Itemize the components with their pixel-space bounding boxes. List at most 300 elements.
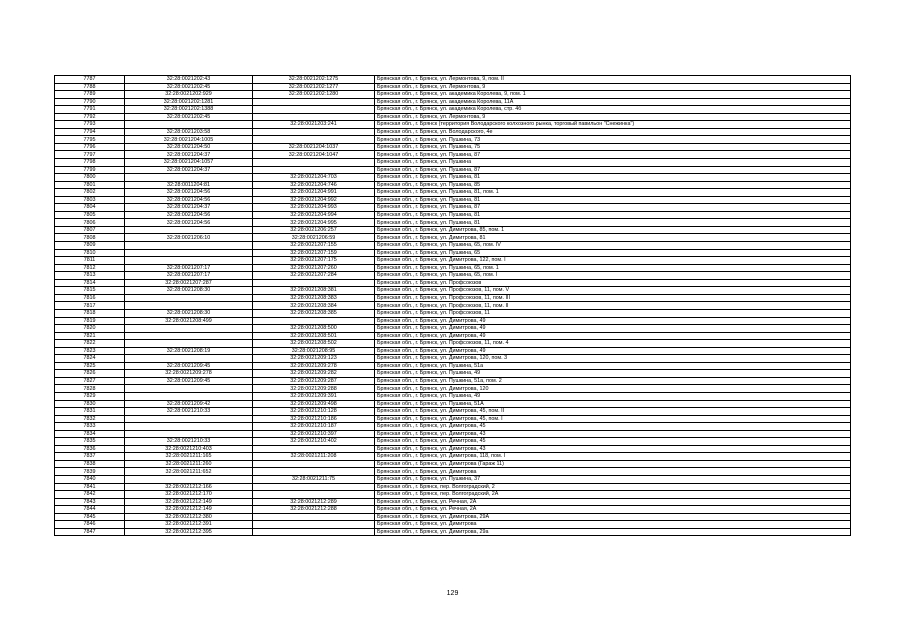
cadastral-number-cell: 32:28:0021209:278 <box>125 370 253 378</box>
cadastral-number-cell: 32:28:0021204:1057 <box>125 159 253 167</box>
cadastral-number-cell <box>125 121 253 129</box>
object-cadastral-number-cell <box>253 279 375 287</box>
address-cell: Брянская обл., г. Брянск, ул. Пушкина, 49 <box>375 392 851 400</box>
address-cell: Брянская обл., г. Брянск, ул. Пушкина, 65, пом. I <box>375 272 851 280</box>
row-number-cell: 7789 <box>55 91 125 99</box>
object-cadastral-number-cell: 32:28:0021210:402 <box>253 438 375 446</box>
cadastral-number-cell <box>125 257 253 265</box>
object-cadastral-number-cell: 32:28:0021212:289 <box>253 498 375 506</box>
address-cell: Брянская обл., г. Брянск, ул. Пушкина, 81, пом. 1 <box>375 189 851 197</box>
table-row <box>55 483 851 491</box>
cadastral-number-cell: 32:28:0021208:499 <box>125 317 253 325</box>
object-cadastral-number-cell: 32:28:0021210:187 <box>253 423 375 431</box>
table-row <box>55 143 851 151</box>
object-cadastral-number-cell: 32:28:0021208:500 <box>253 325 375 333</box>
cadastral-number-cell: 32:28:0021209:42 <box>125 400 253 408</box>
cadastral-number-cell: 32:28:0021212:149 <box>125 498 253 506</box>
cadastral-number-cell: 32:28:0021202:45 <box>125 83 253 91</box>
row-number-cell: 7800 <box>55 174 125 182</box>
address-cell: Брянская обл., г. Брянск, ул. Пушкина, 81 <box>375 211 851 219</box>
table-row <box>55 242 851 250</box>
cadastral-number-cell <box>125 385 253 393</box>
table-row <box>55 340 851 348</box>
address-cell: Брянская обл., г. Брянск, ул. Димитрова, 120 <box>375 385 851 393</box>
object-cadastral-number-cell: 32:28:0021204:991 <box>253 189 375 197</box>
table-row <box>55 362 851 370</box>
row-number-cell: 7824 <box>55 355 125 363</box>
row-number-cell: 7832 <box>55 415 125 423</box>
cadastral-number-cell <box>125 174 253 182</box>
cadastral-number-cell: 32:28:0021212:166 <box>125 483 253 491</box>
row-number-cell: 7791 <box>55 106 125 114</box>
address-cell: Брянская обл., г. Брянск, ул. Речная, 2А <box>375 498 851 506</box>
cadastral-number-cell <box>125 355 253 363</box>
cadastral-number-cell: 32:28:0021212:391 <box>125 521 253 529</box>
object-cadastral-number-cell <box>253 159 375 167</box>
row-number-cell: 7842 <box>55 491 125 499</box>
table-row <box>55 385 851 393</box>
address-cell: Брянская обл., г. Брянск, ул. Пушкина, 81 <box>375 196 851 204</box>
cadastral-number-cell <box>125 242 253 250</box>
address-cell: Брянская обл., г. Брянск, ул. Лермонтова, 9 <box>375 83 851 91</box>
address-cell: Брянская обл., г. Брянск, ул. Лермонтова, 9 <box>375 113 851 121</box>
object-cadastral-number-cell: 32:28:0021206:257 <box>253 226 375 234</box>
table-row <box>55 91 851 99</box>
object-cadastral-number-cell: 32:28:0021208:384 <box>253 302 375 310</box>
table-row <box>55 174 851 182</box>
object-cadastral-number-cell: 32:28:0021209:123 <box>253 355 375 363</box>
cadastral-number-cell: 32:28:0021212:380 <box>125 513 253 521</box>
cadastral-number-cell <box>125 430 253 438</box>
object-cadastral-number-cell: 32:28:0021202:1280 <box>253 91 375 99</box>
cadastral-number-cell <box>125 249 253 257</box>
row-number-cell: 7815 <box>55 287 125 295</box>
table-row <box>55 159 851 167</box>
object-cadastral-number-cell: 32:28:0021207:175 <box>253 257 375 265</box>
table-row <box>55 106 851 114</box>
object-cadastral-number-cell: 32:28:0021209:288 <box>253 385 375 393</box>
table-row <box>55 400 851 408</box>
table-row <box>55 408 851 416</box>
object-cadastral-number-cell <box>253 521 375 529</box>
cadastral-number-cell: 32:28:0021208:19 <box>125 347 253 355</box>
cadastral-number-cell: 32:28:0021209:45 <box>125 362 253 370</box>
address-cell: Брянская обл., г. Брянск, ул. Димитрова, 49 <box>375 325 851 333</box>
address-cell: Брянская обл., г. Брянск, ул. Лермонтова, 9, пом. II <box>375 76 851 84</box>
table-row <box>55 83 851 91</box>
object-cadastral-number-cell <box>253 445 375 453</box>
object-cadastral-number-cell: 32:28:0021210:186 <box>253 415 375 423</box>
address-cell: Брянская обл., г. Брянск, ул. Профсоюзов, 11, пом. 4 <box>375 340 851 348</box>
cadastral-number-cell <box>125 226 253 234</box>
address-cell: Брянская обл., г. Брянск, ул. Димитрова, 29а <box>375 528 851 536</box>
row-number-cell: 7820 <box>55 325 125 333</box>
property-register-table <box>54 75 851 536</box>
cadastral-number-cell: 32:28:0021204:50 <box>125 143 253 151</box>
object-cadastral-number-cell: 32:28:0021210:397 <box>253 430 375 438</box>
table-row <box>55 151 851 159</box>
row-number-cell: 7788 <box>55 83 125 91</box>
object-cadastral-number-cell <box>253 98 375 106</box>
table-body <box>55 76 851 536</box>
cadastral-number-cell: 32:28:0021204:56 <box>125 196 253 204</box>
address-cell: Брянская обл., г. Брянск, ул. академика Королева, 9, пом. 1 <box>375 91 851 99</box>
row-number-cell: 7798 <box>55 159 125 167</box>
address-cell: Брянская обл., г. Брянск, ул. Профсоюзов <box>375 279 851 287</box>
row-number-cell: 7814 <box>55 279 125 287</box>
address-cell: Брянская обл., г. Брянск, ул. Пушкина, 85 <box>375 181 851 189</box>
table-row <box>55 264 851 272</box>
row-number-cell: 7806 <box>55 219 125 227</box>
row-number-cell: 7794 <box>55 128 125 136</box>
table-row <box>55 528 851 536</box>
table-row <box>55 377 851 385</box>
row-number-cell: 7847 <box>55 528 125 536</box>
object-cadastral-number-cell: 32:28:0021211:75 <box>253 475 375 483</box>
address-cell: Брянская обл., г. Брянск, ул. Пушкина, 81 <box>375 219 851 227</box>
object-cadastral-number-cell <box>253 106 375 114</box>
object-cadastral-number-cell: 32:28:0021204:1047 <box>253 151 375 159</box>
cadastral-number-cell: 32:28:0021210:33 <box>125 408 253 416</box>
table-row <box>55 257 851 265</box>
address-cell: Брянская обл., г. Брянск, ул. Пушкина, 49 <box>375 370 851 378</box>
row-number-cell: 7802 <box>55 189 125 197</box>
table-row <box>55 430 851 438</box>
row-number-cell: 7822 <box>55 340 125 348</box>
table-row <box>55 370 851 378</box>
object-cadastral-number-cell <box>253 113 375 121</box>
address-cell: Брянская обл., г. Брянск, ул. Пушкина, 51А <box>375 400 851 408</box>
cadastral-number-cell: 32:28:0021204:37 <box>125 204 253 212</box>
row-number-cell: 7843 <box>55 498 125 506</box>
table-row <box>55 347 851 355</box>
table-row <box>55 136 851 144</box>
cadastral-number-cell: 32:28:0021207:17 <box>125 264 253 272</box>
address-cell: Брянская обл., г. Брянск, ул. Димитрова, 45 <box>375 423 851 431</box>
row-number-cell: 7813 <box>55 272 125 280</box>
address-cell: Брянская обл., г. Брянск, ул. Профсоюзов, 11, пом. II <box>375 302 851 310</box>
row-number-cell: 7841 <box>55 483 125 491</box>
row-number-cell: 7840 <box>55 475 125 483</box>
row-number-cell: 7839 <box>55 468 125 476</box>
address-cell: Брянская обл., г. Брянск, ул. Пушкина, 73 <box>375 136 851 144</box>
row-number-cell: 7796 <box>55 143 125 151</box>
row-number-cell: 7828 <box>55 385 125 393</box>
table-row <box>55 460 851 468</box>
address-cell: Брянская обл., г. Брянск, ул. Пушкина, 87 <box>375 204 851 212</box>
address-cell: Брянская обл., г. Брянск, ул. Пушкина <box>375 159 851 167</box>
address-cell: Брянская обл., г. Брянск, ул. Димитрова (Гараж 11) <box>375 460 851 468</box>
row-number-cell: 7808 <box>55 234 125 242</box>
table-row <box>55 121 851 129</box>
cadastral-number-cell: 32:28:0021202:1281 <box>125 98 253 106</box>
object-cadastral-number-cell: 32:28:0021208:501 <box>253 332 375 340</box>
cadastral-number-cell: 32:28:0021204:56 <box>125 211 253 219</box>
table-row <box>55 113 851 121</box>
row-number-cell: 7817 <box>55 302 125 310</box>
object-cadastral-number-cell: 32:28:0021212:288 <box>253 506 375 514</box>
cadastral-number-cell <box>125 415 253 423</box>
row-number-cell: 7836 <box>55 445 125 453</box>
object-cadastral-number-cell: 32:28:0021209:282 <box>253 370 375 378</box>
address-cell: Брянская обл., г. Брянск, ул. Профсоюзов, 11, пом. III <box>375 294 851 302</box>
row-number-cell: 7844 <box>55 506 125 514</box>
row-number-cell: 7792 <box>55 113 125 121</box>
object-cadastral-number-cell <box>253 483 375 491</box>
cadastral-number-cell: 32:28:0021204:56 <box>125 219 253 227</box>
object-cadastral-number-cell: 32:28:0021207:260 <box>253 264 375 272</box>
address-cell: Брянская обл., г. Брянск (территория Володарского колхозного рынка, торговый павильон "Снежинка") <box>375 121 851 129</box>
table-row <box>55 272 851 280</box>
address-cell: Брянская обл., г. Брянск, ул. Димитрова, 43 <box>375 430 851 438</box>
table-row <box>55 128 851 136</box>
table-row <box>55 438 851 446</box>
row-number-cell: 7807 <box>55 226 125 234</box>
cadastral-number-cell: 32:28:0021202:929 <box>125 91 253 99</box>
table-row <box>55 317 851 325</box>
row-number-cell: 7810 <box>55 249 125 257</box>
row-number-cell: 7804 <box>55 204 125 212</box>
address-cell: Брянская обл., г. Брянск, ул. Димитрова, 49 <box>375 317 851 325</box>
table-row <box>55 181 851 189</box>
row-number-cell: 7799 <box>55 166 125 174</box>
row-number-cell: 7805 <box>55 211 125 219</box>
table-row <box>55 506 851 514</box>
object-cadastral-number-cell: 32:28:0021202:1277 <box>253 83 375 91</box>
address-cell: Брянская обл., г. Брянск, ул. Пушкина, 87 <box>375 151 851 159</box>
cadastral-number-cell: 32:28:0021206:10 <box>125 234 253 242</box>
row-number-cell: 7797 <box>55 151 125 159</box>
table-row <box>55 392 851 400</box>
cadastral-number-cell: 32:28:0021202:43 <box>125 76 253 84</box>
object-cadastral-number-cell: 32:28:0021209:287 <box>253 377 375 385</box>
address-cell: Брянская обл., г. Брянск, ул. Пушкина, 51а <box>375 362 851 370</box>
address-cell: Брянская обл., г. Брянск, ул. Пушкина, 65, пом. 1 <box>375 264 851 272</box>
table-row <box>55 491 851 499</box>
cadastral-number-cell: 32:28:0021212:170 <box>125 491 253 499</box>
cadastral-number-cell: 32:28:0021211:260 <box>125 460 253 468</box>
table-row <box>55 309 851 317</box>
cadastral-number-cell <box>125 423 253 431</box>
address-cell: Брянская обл., г. Брянск, ул. Димитрова, 49 <box>375 332 851 340</box>
cadastral-number-cell: 32:28:0021209:45 <box>125 377 253 385</box>
object-cadastral-number-cell: 32:28:0021209:278 <box>253 362 375 370</box>
row-number-cell: 7829 <box>55 392 125 400</box>
row-number-cell: 7821 <box>55 332 125 340</box>
table-row <box>55 468 851 476</box>
table-row <box>55 513 851 521</box>
object-cadastral-number-cell: 32:28:0021204:1037 <box>253 143 375 151</box>
table-row <box>55 423 851 431</box>
object-cadastral-number-cell <box>253 136 375 144</box>
object-cadastral-number-cell <box>253 468 375 476</box>
address-cell: Брянская обл., г. Брянск, ул. Димитрова, 45, пом. I <box>375 415 851 423</box>
row-number-cell: 7826 <box>55 370 125 378</box>
row-number-cell: 7787 <box>55 76 125 84</box>
object-cadastral-number-cell <box>253 528 375 536</box>
cadastral-number-cell: 32:28:0021204:56 <box>125 189 253 197</box>
cadastral-number-cell: 32:28:0021210:403 <box>125 445 253 453</box>
address-cell: Брянская обл., г. Брянск, ул. Пушкина, 81 <box>375 174 851 182</box>
object-cadastral-number-cell: 32:28:0021208:383 <box>253 294 375 302</box>
object-cadastral-number-cell: 32:28:0021204:703 <box>253 174 375 182</box>
row-number-cell: 7830 <box>55 400 125 408</box>
table-row <box>55 219 851 227</box>
table-row <box>55 211 851 219</box>
object-cadastral-number-cell: 32:28:0021208:95 <box>253 347 375 355</box>
address-cell: Брянская обл., г. Брянск, ул. Пушкина, 37 <box>375 475 851 483</box>
object-cadastral-number-cell <box>253 513 375 521</box>
address-cell: Брянская обл., г. Брянск, ул. Пушкина, 65 <box>375 249 851 257</box>
object-cadastral-number-cell: 32:28:0021210:128 <box>253 408 375 416</box>
address-cell: Брянская обл., г. Брянск, ул. Димитрова, 122, пом. I <box>375 257 851 265</box>
object-cadastral-number-cell <box>253 460 375 468</box>
object-cadastral-number-cell: 32:28:0021208:502 <box>253 340 375 348</box>
cadastral-number-cell: 32:28:0021210:33 <box>125 438 253 446</box>
cadastral-number-cell <box>125 392 253 400</box>
address-cell: Брянская обл., г. Брянск, ул. Димитрова, 120, пом. 3 <box>375 355 851 363</box>
address-cell: Брянская обл., г. Брянск, ул. Димитрова, 29А <box>375 513 851 521</box>
table-row <box>55 98 851 106</box>
table-row <box>55 76 851 84</box>
address-cell: Брянская обл., г. Брянск, ул. Димитрова, 118, пом. I <box>375 453 851 461</box>
cadastral-number-cell: 32:28:0021212:149 <box>125 506 253 514</box>
address-cell: Брянская обл., г. Брянск, ул. Димитрова, 45 <box>375 438 851 446</box>
row-number-cell: 7793 <box>55 121 125 129</box>
table-row <box>55 453 851 461</box>
row-number-cell: 7837 <box>55 453 125 461</box>
address-cell: Брянская обл., г. Брянск, ул. Димитрова, 49 <box>375 347 851 355</box>
address-cell: Брянская обл., г. Брянск, ул. Димитрова, 43 <box>375 445 851 453</box>
table-row <box>55 475 851 483</box>
cadastral-number-cell <box>125 340 253 348</box>
row-number-cell: 7845 <box>55 513 125 521</box>
address-cell: Брянская обл., г. Брянск, ул. Димитрова, 85, пом. 1 <box>375 226 851 234</box>
table-row <box>55 355 851 363</box>
table-row <box>55 325 851 333</box>
row-number-cell: 7823 <box>55 347 125 355</box>
table-row <box>55 294 851 302</box>
table-row <box>55 332 851 340</box>
cadastral-number-cell: 32:28:0021204:37 <box>125 151 253 159</box>
cadastral-number-cell: 32:28:0011204:81 <box>125 181 253 189</box>
object-cadastral-number-cell: 32:28:0021204:746 <box>253 181 375 189</box>
table-row <box>55 166 851 174</box>
object-cadastral-number-cell: 32:28:0021206:59 <box>253 234 375 242</box>
object-cadastral-number-cell: 32:28:0021209:391 <box>253 392 375 400</box>
address-cell: Брянская обл., г. Брянск, ул. Димитрова <box>375 468 851 476</box>
address-cell: Брянская обл., г. Брянск, ул. Димитрова, 81 <box>375 234 851 242</box>
object-cadastral-number-cell: 32:28:0021208:385 <box>253 309 375 317</box>
row-number-cell: 7811 <box>55 257 125 265</box>
row-number-cell: 7812 <box>55 264 125 272</box>
row-number-cell: 7816 <box>55 294 125 302</box>
row-number-cell: 7827 <box>55 377 125 385</box>
address-cell: Брянская обл., г. Брянск, ул. Володарского, 4е <box>375 128 851 136</box>
cadastral-number-cell: 32:28:0021203:58 <box>125 128 253 136</box>
address-cell: Брянская обл., г. Брянск, ул. Пушкина, 87 <box>375 166 851 174</box>
row-number-cell: 7809 <box>55 242 125 250</box>
table-row <box>55 498 851 506</box>
cadastral-number-cell: 32:28:0021208:30 <box>125 309 253 317</box>
address-cell: Брянская обл., г. Брянск, пер. Волгоградский, 2 <box>375 483 851 491</box>
cadastral-number-cell <box>125 325 253 333</box>
object-cadastral-number-cell: 32:28:0021204:993 <box>253 204 375 212</box>
table-row <box>55 226 851 234</box>
object-cadastral-number-cell <box>253 166 375 174</box>
object-cadastral-number-cell: 32:28:0021208:381 <box>253 287 375 295</box>
address-cell: Брянская обл., г. Брянск, ул. академика Королева, 11А <box>375 98 851 106</box>
address-cell: Брянская обл., г. Брянск, ул. Димитрова <box>375 521 851 529</box>
table-row <box>55 249 851 257</box>
cadastral-number-cell: 32:28:0021204:1005 <box>125 136 253 144</box>
cadastral-number-cell: 32:28:0021207:17 <box>125 272 253 280</box>
address-cell: Брянская обл., г. Брянск, ул. академика Королева, стр. 4б <box>375 106 851 114</box>
page-number: 129 <box>446 590 459 597</box>
cadastral-number-cell <box>125 294 253 302</box>
object-cadastral-number-cell: 32:28:0021207:159 <box>253 249 375 257</box>
cadastral-number-cell: 32:28:0021211:652 <box>125 468 253 476</box>
row-number-cell: 7833 <box>55 423 125 431</box>
object-cadastral-number-cell <box>253 317 375 325</box>
table-row <box>55 204 851 212</box>
cadastral-number-cell: 32:28:0021212:395 <box>125 528 253 536</box>
object-cadastral-number-cell <box>253 128 375 136</box>
row-number-cell: 7819 <box>55 317 125 325</box>
cadastral-number-cell <box>125 475 253 483</box>
object-cadastral-number-cell: 32:28:0021207:155 <box>253 242 375 250</box>
cadastral-number-cell: 32:28:0021208:30 <box>125 287 253 295</box>
table-row <box>55 234 851 242</box>
row-number-cell: 7838 <box>55 460 125 468</box>
cadastral-number-cell: 32:28:0021207:287 <box>125 279 253 287</box>
row-number-cell: 7834 <box>55 430 125 438</box>
address-cell: Брянская обл., г. Брянск, ул. Пушкина, 65, пом. IV <box>375 242 851 250</box>
object-cadastral-number-cell: 32:28:0021204:992 <box>253 196 375 204</box>
cadastral-number-cell: 32:28:0021202:45 <box>125 113 253 121</box>
object-cadastral-number-cell: 32:28:0021211:208 <box>253 453 375 461</box>
cadastral-number-cell: 32:28:0021204:37 <box>125 166 253 174</box>
address-cell: Брянская обл., г. Брянск, ул. Профсоюзов, 11, пом. V <box>375 287 851 295</box>
row-number-cell: 7831 <box>55 408 125 416</box>
address-cell: Брянская обл., г. Брянск, пер. Волгоградский, 2А <box>375 491 851 499</box>
row-number-cell: 7803 <box>55 196 125 204</box>
table-row <box>55 521 851 529</box>
row-number-cell: 7795 <box>55 136 125 144</box>
row-number-cell: 7835 <box>55 438 125 446</box>
table-row <box>55 279 851 287</box>
object-cadastral-number-cell: 32:28:0021209:498 <box>253 400 375 408</box>
object-cadastral-number-cell: 32:28:0021204:995 <box>253 219 375 227</box>
object-cadastral-number-cell: 32:28:0021202:1275 <box>253 76 375 84</box>
address-cell: Брянская обл., г. Брянск, ул. Речная, 2А <box>375 506 851 514</box>
object-cadastral-number-cell: 32:28:0021204:994 <box>253 211 375 219</box>
table-row <box>55 415 851 423</box>
table-row <box>55 287 851 295</box>
table-row <box>55 196 851 204</box>
table-row <box>55 445 851 453</box>
row-number-cell: 7790 <box>55 98 125 106</box>
object-cadastral-number-cell: 32:28:0021207:284 <box>253 272 375 280</box>
address-cell: Брянская обл., г. Брянск, ул. Димитрова, 45, пом. II <box>375 408 851 416</box>
object-cadastral-number-cell <box>253 491 375 499</box>
cadastral-number-cell <box>125 302 253 310</box>
row-number-cell: 7818 <box>55 309 125 317</box>
row-number-cell: 7801 <box>55 181 125 189</box>
cadastral-number-cell: 32:28:0021211:165 <box>125 453 253 461</box>
address-cell: Брянская обл., г. Брянск, ул. Пушкина, 51а, пом. 2 <box>375 377 851 385</box>
row-number-cell: 7825 <box>55 362 125 370</box>
